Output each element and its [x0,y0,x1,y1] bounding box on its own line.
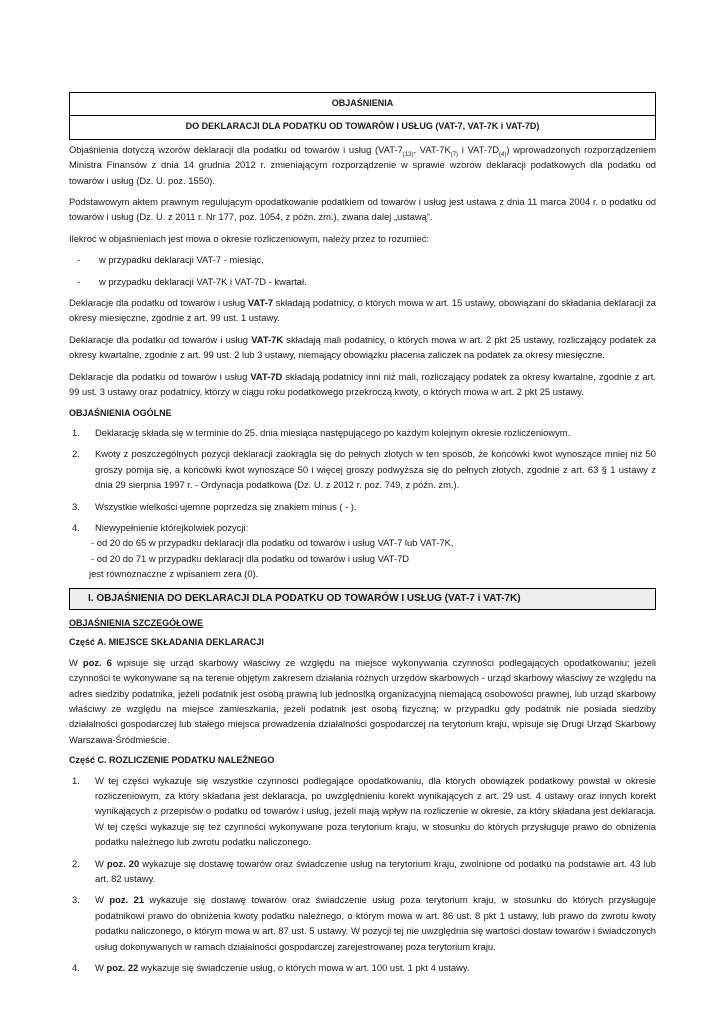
list-item: - w przypadku deklaracji VAT-7K i VAT-7D - kwartał. [77,275,307,287]
document-page [69,92,656,982]
part-c-title: Część C. ROZLICZENIE PODATKU NALEŻNEGO [69,755,275,766]
list-item: - w przypadku deklaracji VAT-7 - miesiąc, [77,254,264,266]
intro-paragraph-2: Podstawowym aktem prawnym regulującym opodatkowanie podatkiem od towarów i usług jest ustawa z dnia 11 marca 2004 r. o podatku od towarów i usług (Dz. U. z 2011 r. Nr 177, poz. 1054, z późn. zm.), zwana dalej „ustawą”. [69,196,656,223]
general-list [69,425,656,535]
general-section-title: OBJAŚNIENIA OGÓLNE [69,407,172,418]
header-box [69,92,656,140]
intro-paragraph-vat7k: Deklaracje dla podatku od towarów i usług VAT-7K składają mali podatnicy, o których mowa w art. 2 pkt 25 ustawy, rozliczający podatek za okresy kwartalne, zgodnie z art. 99 ust. 2 lub 3 ustawy, niemający obowiązku płacenia zaliczek na podatek za okresy miesięczne. [69,333,656,361]
intro-paragraph-vat7d: Deklaracje dla podatku od towarów i usług VAT-7D składają podatnicy inni niż mali, rozliczający podatek za okresy kwartalne, zgodnie z art. 99 ust. 3 ustawy oraz podatnicy, którzy w ciągu roku podatkowego przekroczą kwoty, o których mowa w art. 2 pkt 25 ustawy. [69,370,656,398]
list-item: 2. W poz. 20 wykazuje się dostawę towarów oraz świadczenie usług na terytorium kraju, zwolnione od podatku na podstawie art. 43 lub art. 82 ustawy. [72,857,657,885]
part-a-paragraph: W poz. 6 wpisuje się urząd skarbowy właściwy ze względu na miejsce wykonywania czynności podlegających opodatkowaniu; jeżeli czynności te wykonywane są na terenie objętym zakresem działania różnych urzędów skarbowych - urząd skarbowy właściwy ze względu na adres siedziby podatnika, jeżeli podatnik jest osobą prawną lub jednostką organizacyjną niemającą osobowości prawnej, lub urząd skarbowy właściwy ze względu na miejsce zamieszkania, jeżeli podatnik jest osobą fizyczną; w przypadku gdy podatnik nie posiada siedziby działalności gospodarczej lub stałego miejsca prowadzenia działalności gospodarczej na terytorium kraju, wpisuje się Drugi Urząd Skarbowy Warszawa-Śródmieście. [69,656,656,745]
list-item: 1. W tej części wykazuje się wszystkie czynności podlegające opodatkowaniu, dla których obowiązek podatkowy powstał w okresie rozliczeniowym, za który składana jest deklaracja, po uwzględnieniu korekt wynikających z art. 29 ust. 4 ustawy oraz innych korekt wynikających z przepisów o podatku od towarów i usług, jeżeli mają wpływ na rozliczenie w okresie, za który składana jest deklaracja. W tej części wykazuje się też czynności wykonywane poza terytorium kraju, w stosunku do których przysługuje prawo do obniżenia podatku należnego lub zwrotu podatku naliczonego. [72,774,656,848]
header-subtitle: DO DEKLARACJI DLA PODATKU OD TOWARÓW I USŁUG (VAT-7, VAT-7K i VAT-7D) [185,121,540,132]
intro-paragraph-vat7: Deklaracje dla podatku od towarów i usług VAT-7 składają podatnicy, o których mowa w art. 15 ustawy, obowiązani do składania deklaracji za okresy miesięczne, zgodnie z art. 99 ust. 1 ustawy. [69,297,656,324]
list-item: 3. Wszystkie wielkości ujemne poprzedza się znakiem minus ( - ). [72,500,357,512]
intro-paragraph-3: Ilekroć w objaśnieniach jest mowa o okresie rozliczeniowym, należy przez to rozumieć: [69,232,430,244]
sub-list-item: - od 20 do 71 w przypadku deklaracji dla podatku od towarów i usług VAT-7D [91,552,410,564]
list-item: 4. W poz. 22 wykazuje się świadczenie usług, o których mowa w art. 100 ust. 1 pkt 4 ustawy. [72,962,470,974]
sub-list-item: - od 20 do 65 w przypadku deklaracji dla podatku od towarów i usług VAT-7 lub VAT-7K, [91,537,454,549]
intro-paragraph-1: Objaśnienia dotyczą wzorów deklaracji dla podatku od towarów i usług ($VAT-7_{(13)}$, VAT-$7K_{(7)}$ i VAT-$7D_{(4)}$) wprowadzonych rozporządzeniem Ministra Finansów z dnia 14 grudnia 2012 r. zmieniającym rozporządzenie w sprawie wzorów deklaracji podatkowych dla podatku od towarów i usług (Dz. U. poz. 1550). [69,143,657,186]
list-item: 3. W poz. 21 wykazuje się dostawę towarów oraz świadczenie usług poza terytorium kraju, w stosunku do których przysługuje podatnikowi prawo do obniżenia kwoty podatku należnego, o którym mowa w art. 86 ust. 8 pkt 1 ustawy, lub prawo do zwrotu kwoty podatku naliczonego, o którym mowa w art. 87 ust. 5 ustawy. W pozycji tej nie uwzględnia się wartości dostaw towarów i świadczonych usług dokonywanych w ramach działalności gospodarczej zarejestrowanej poza terytorium kraju. [72,894,656,952]
part-c-list [69,773,656,976]
section-1-heading: I. OBJAŚNIENIA DO DEKLARACJI DLA PODATKU OD TOWARÓW I USŁUG (VAT-7 i VAT-7K) [69,588,656,610]
header-title: OBJAŚNIENIA [70,93,655,116]
list-item: 2. Kwoty z poszczególnych pozycji deklaracji zaokrągla się do pełnych złotych w ten sposób, że końcówki kwot wynoszące mniej niż 50 groszy pomija się, a końcówki kwot wynoszące 50 i więcej groszy podwyższa się do pełnych złotych, zgodnie z art. 63 § 1 ustawy z dnia 29 sierpnia 1997 r. - Ordynacja podatkowa (Dz. U. z 2012 r. poz. 749, z późn. zm.). [72,448,656,491]
list-item: 4. Niewypełnienie którejkolwiek pozycji: [72,521,249,533]
detail-section-title: OBJAŚNIENIA SZCZEGÓŁOWE [69,617,204,628]
list-item: 1. Deklarację składa się w terminie do 25. dnia miesiąca następującego po każdym kolejnym okresie rozliczeniowym. [72,426,571,438]
part-a-title: Część A. MIEJSCE SKŁADANIA DEKLARACJI [69,637,264,648]
sub-list-note: jest równoznaczne z wpisaniem zera (0). [89,568,259,580]
